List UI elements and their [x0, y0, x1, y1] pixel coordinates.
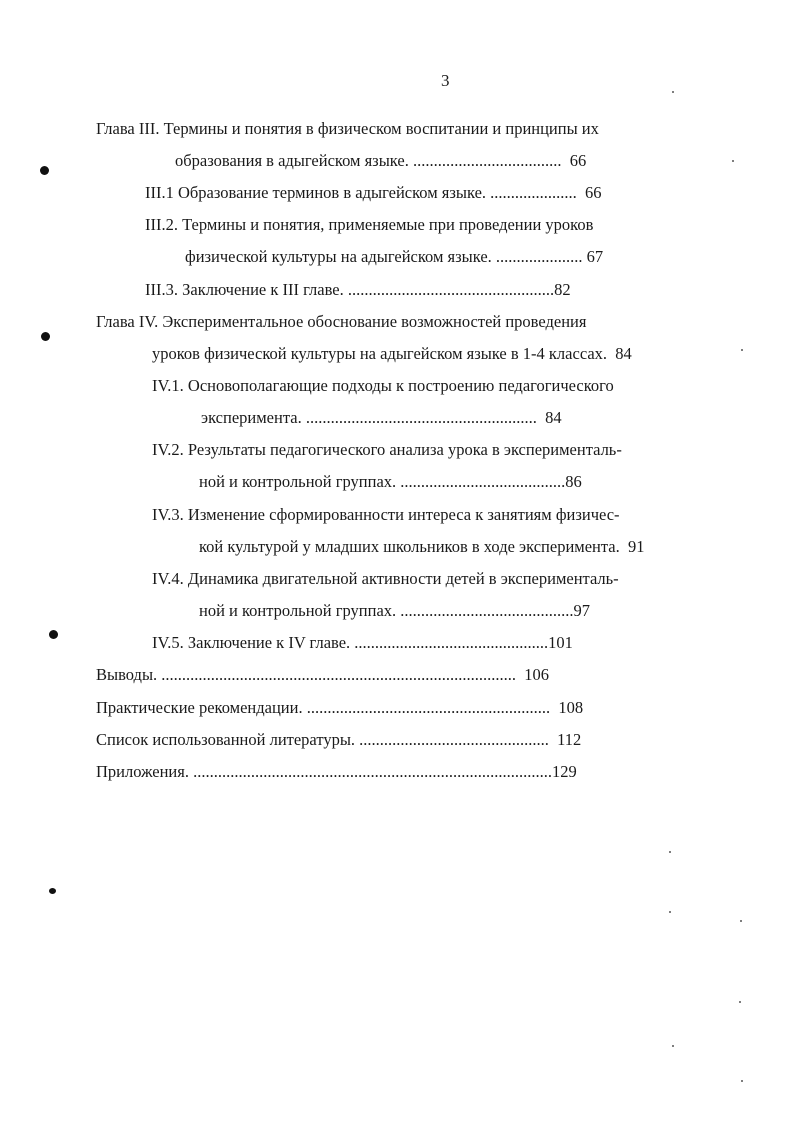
toc-section-4-3-line-2: кой культурой у младших школьников в ходе эксперимента. 91 [199, 537, 645, 556]
toc-chapter-4-title-line-2: уроков физической культуры на адыгейском языке в 1-4 классах. 84 [152, 344, 632, 363]
page-number: 3 [441, 71, 450, 90]
toc-chapter-4-title-line-1: Глава IV. Экспериментальное обоснование возможностей проведения [96, 312, 587, 331]
toc-chapter-3-title-line-2: образования в адыгейском языке. .................................... 66 [175, 151, 587, 170]
scan-speck [741, 349, 743, 351]
scan-speck [49, 888, 56, 894]
toc-section-3-2-line-1: III.2. Термины и понятия, применяемые при проведении уроков [145, 215, 594, 234]
toc-chapter-3-title-line-1: Глава III. Термины и понятия в физическом воспитании и принципы их [96, 119, 599, 138]
toc-section-4-4-line-2: ной и контрольной группах. ..........................................97 [199, 601, 591, 620]
toc-section-3-2-line-2: физической культуры на адыгейском языке. ..................... 67 [185, 247, 604, 266]
scan-speck [672, 1045, 674, 1047]
scan-speck [739, 1001, 741, 1003]
toc-section-3-3: III.3. Заключение к III главе. ..................................................82 [145, 280, 571, 299]
toc-section-4-4-line-1: IV.4. Динамика двигательной активности детей в эксперименталь- [152, 569, 619, 588]
toc-section-4-1-line-2: эксперимента. ........................................................ 84 [201, 408, 562, 427]
scan-speck [49, 630, 58, 639]
toc-section-3-1: III.1 Образование терминов в адыгейском языке. ..................... 66 [145, 183, 602, 202]
toc-bibliography: Список использованной литературы. .............................................. 112 [96, 730, 582, 749]
scan-speck [672, 91, 674, 93]
toc-conclusions: Выводы. ...................................................................................... 106 [96, 665, 550, 684]
scan-speck [741, 1080, 743, 1082]
scan-speck [40, 166, 49, 175]
toc-section-4-2-line-2: ной и контрольной группах. ........................................86 [199, 472, 582, 491]
scan-speck [669, 851, 671, 853]
scan-speck [41, 332, 50, 341]
toc-section-4-5: IV.5. Заключение к IV главе. ...............................................101 [152, 633, 573, 652]
toc-section-4-1-line-1: IV.1. Основополагающие подходы к построению педагогического [152, 376, 614, 395]
scan-speck [669, 911, 671, 913]
toc-appendices: Приложения. .......................................................................................129 [96, 762, 577, 781]
scan-speck [732, 160, 734, 162]
toc-recommendations: Практические рекомендации. ........................................................... 108 [96, 698, 584, 717]
scan-speck [740, 920, 742, 922]
toc-section-4-2-line-1: IV.2. Результаты педагогического анализа урока в эксперименталь- [152, 440, 622, 459]
toc-section-4-3-line-1: IV.3. Изменение сформированности интереса к занятиям физичес- [152, 505, 620, 524]
